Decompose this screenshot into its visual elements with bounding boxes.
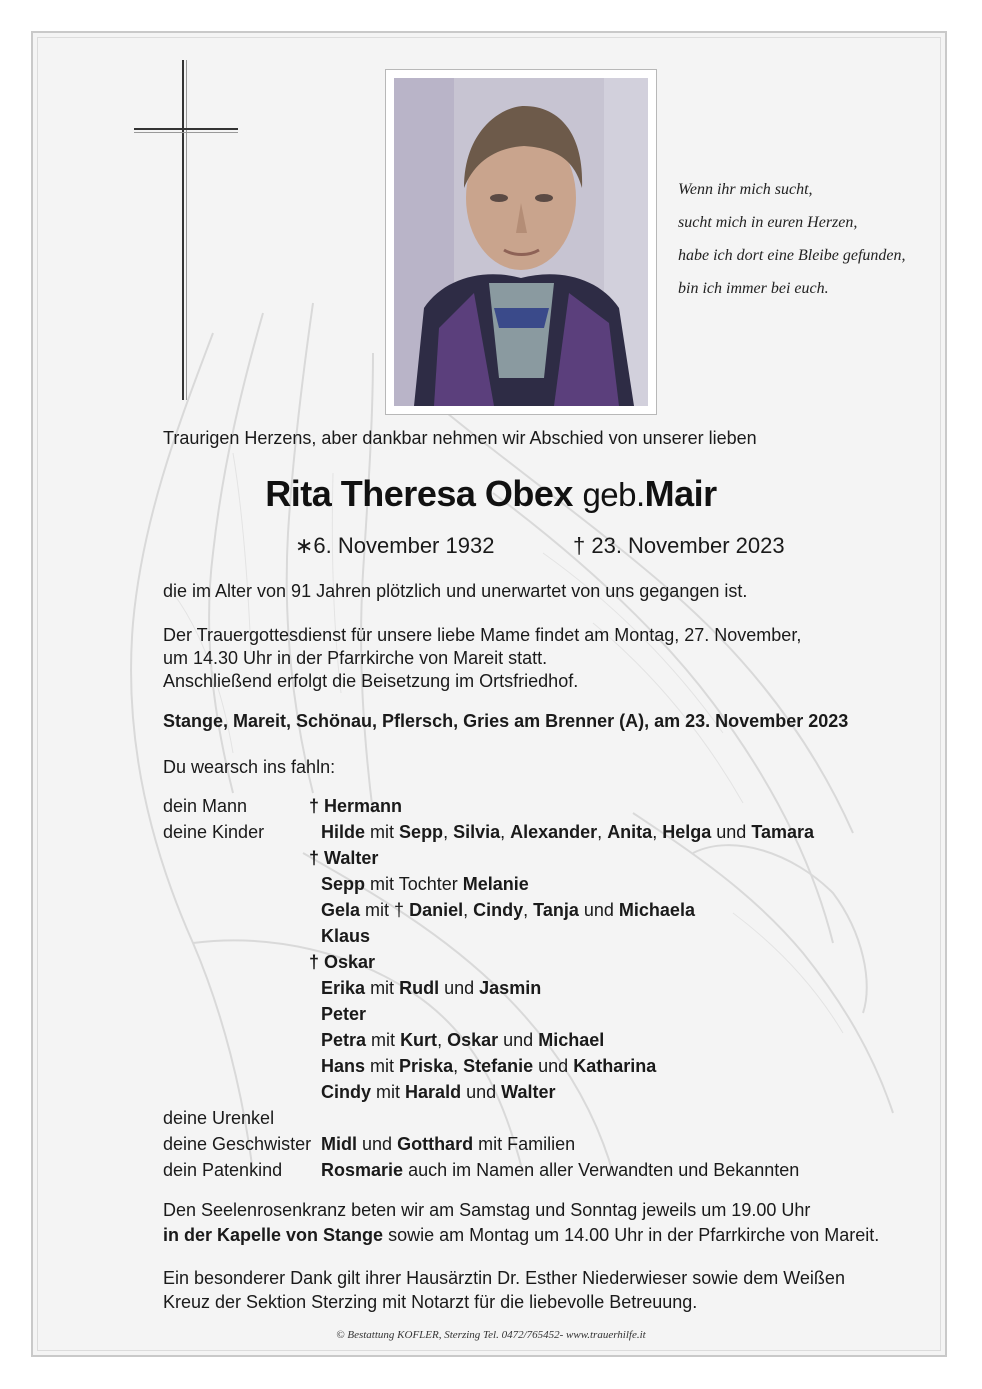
footer-imprint: © Bestattung KOFLER, Sterzing Tel. 0472/765452- www.trauerhilfe.it — [336, 1329, 646, 1341]
deceased-name — [33, 473, 947, 515]
child-row-peter: Peter — [321, 1004, 367, 1024]
places-date: Stange, Mareit, Schönau, Pflersch, Gries am Brenner (A), am 23. November 2023 — [163, 711, 849, 731]
child-row-cindy: Cindy mit Harald und Walter — [321, 1082, 556, 1102]
thanks-line-1: Ein besonderer Dank gilt ihrer Hausärztin Dr. Esther Niederwieser sowie dem Weißen — [163, 1268, 845, 1288]
birth-date: ∗6. November 1932 — [295, 533, 495, 558]
cross-icon — [134, 60, 238, 400]
poem-line: habe ich dort eine Bleibe gefunden, — [678, 247, 906, 264]
child-row-hilde: Hilde mit Sepp, Silvia, Alexander, Anita, Helga und Tamara — [321, 822, 815, 842]
label-husband: dein Mann — [163, 796, 248, 816]
portrait-frame — [385, 69, 657, 415]
intro-text: Traurigen Herzens, aber dankbar nehmen wir Abschied von unserer lieben — [163, 428, 757, 448]
child-row-sepp: Sepp mit Tochter Melanie — [321, 874, 529, 894]
label-siblings: deine Geschwister — [163, 1134, 312, 1154]
poem — [678, 173, 938, 305]
godchild-row: Rosmarie auch im Namen aller Verwandten und Bekannten — [321, 1160, 800, 1180]
service-line-2: um 14.30 Uhr in der Pfarrkirche von Mareit statt. — [163, 648, 548, 668]
label-godchild: dein Patenkind — [163, 1160, 283, 1180]
death-date: † 23. November 2023 — [573, 533, 785, 558]
service-line-1: Der Trauergottesdienst für unsere liebe Mame findet am Montag, 27. November, — [163, 625, 802, 645]
husband-name: † Hermann — [309, 796, 403, 816]
age-text: die im Alter von 91 Jahren plötzlich und unerwartet von uns gegangen ist. — [163, 581, 748, 601]
child-row-walter: † Walter — [309, 848, 379, 868]
service-line-3: Anschließend erfolgt die Beisetzung im Ortsfriedhof. — [163, 671, 579, 691]
child-row-hans: Hans mit Priska, Stefanie und Katharina — [321, 1056, 657, 1076]
poem-line: sucht mich in euren Herzen, — [678, 214, 858, 231]
poem-line: Wenn ihr mich sucht, — [678, 181, 813, 198]
obituary-card — [31, 31, 947, 1357]
child-row-gela: Gela mit † Daniel, Cindy, Tanja und Michaela — [321, 900, 695, 920]
poem-line: bin ich immer bei euch. — [678, 280, 829, 297]
farewell-text: Du wearsch ins fahln: — [163, 757, 336, 777]
portrait-photo — [394, 78, 648, 406]
child-row-petra: Petra mit Kurt, Oskar und Michael — [321, 1030, 605, 1050]
first-name: Rita Theresa Obex — [265, 473, 573, 514]
rosary-line-2: in der Kapelle von Stange sowie am Montag um 14.00 Uhr in der Pfarrkirche von Mareit. — [163, 1225, 880, 1245]
child-row-oskar: † Oskar — [309, 952, 376, 972]
child-row-klaus: Klaus — [321, 926, 371, 946]
label-great-grandchildren: deine Urenkel — [163, 1108, 275, 1128]
thanks-line-2: Kreuz der Sektion Sterzing mit Notarzt für die liebevolle Betreuung. — [163, 1292, 698, 1312]
siblings-row: Midl und Gotthard mit Familien — [321, 1134, 576, 1154]
label-children: deine Kinder — [163, 822, 265, 842]
maiden-name: Mair — [644, 473, 717, 514]
geb-label: geb. — [582, 476, 645, 513]
child-row-erika: Erika mit Rudl und Jasmin — [321, 978, 542, 998]
rosary-line-1: Den Seelenrosenkranz beten wir am Samstag und Sonntag jeweils um 19.00 Uhr — [163, 1200, 811, 1220]
